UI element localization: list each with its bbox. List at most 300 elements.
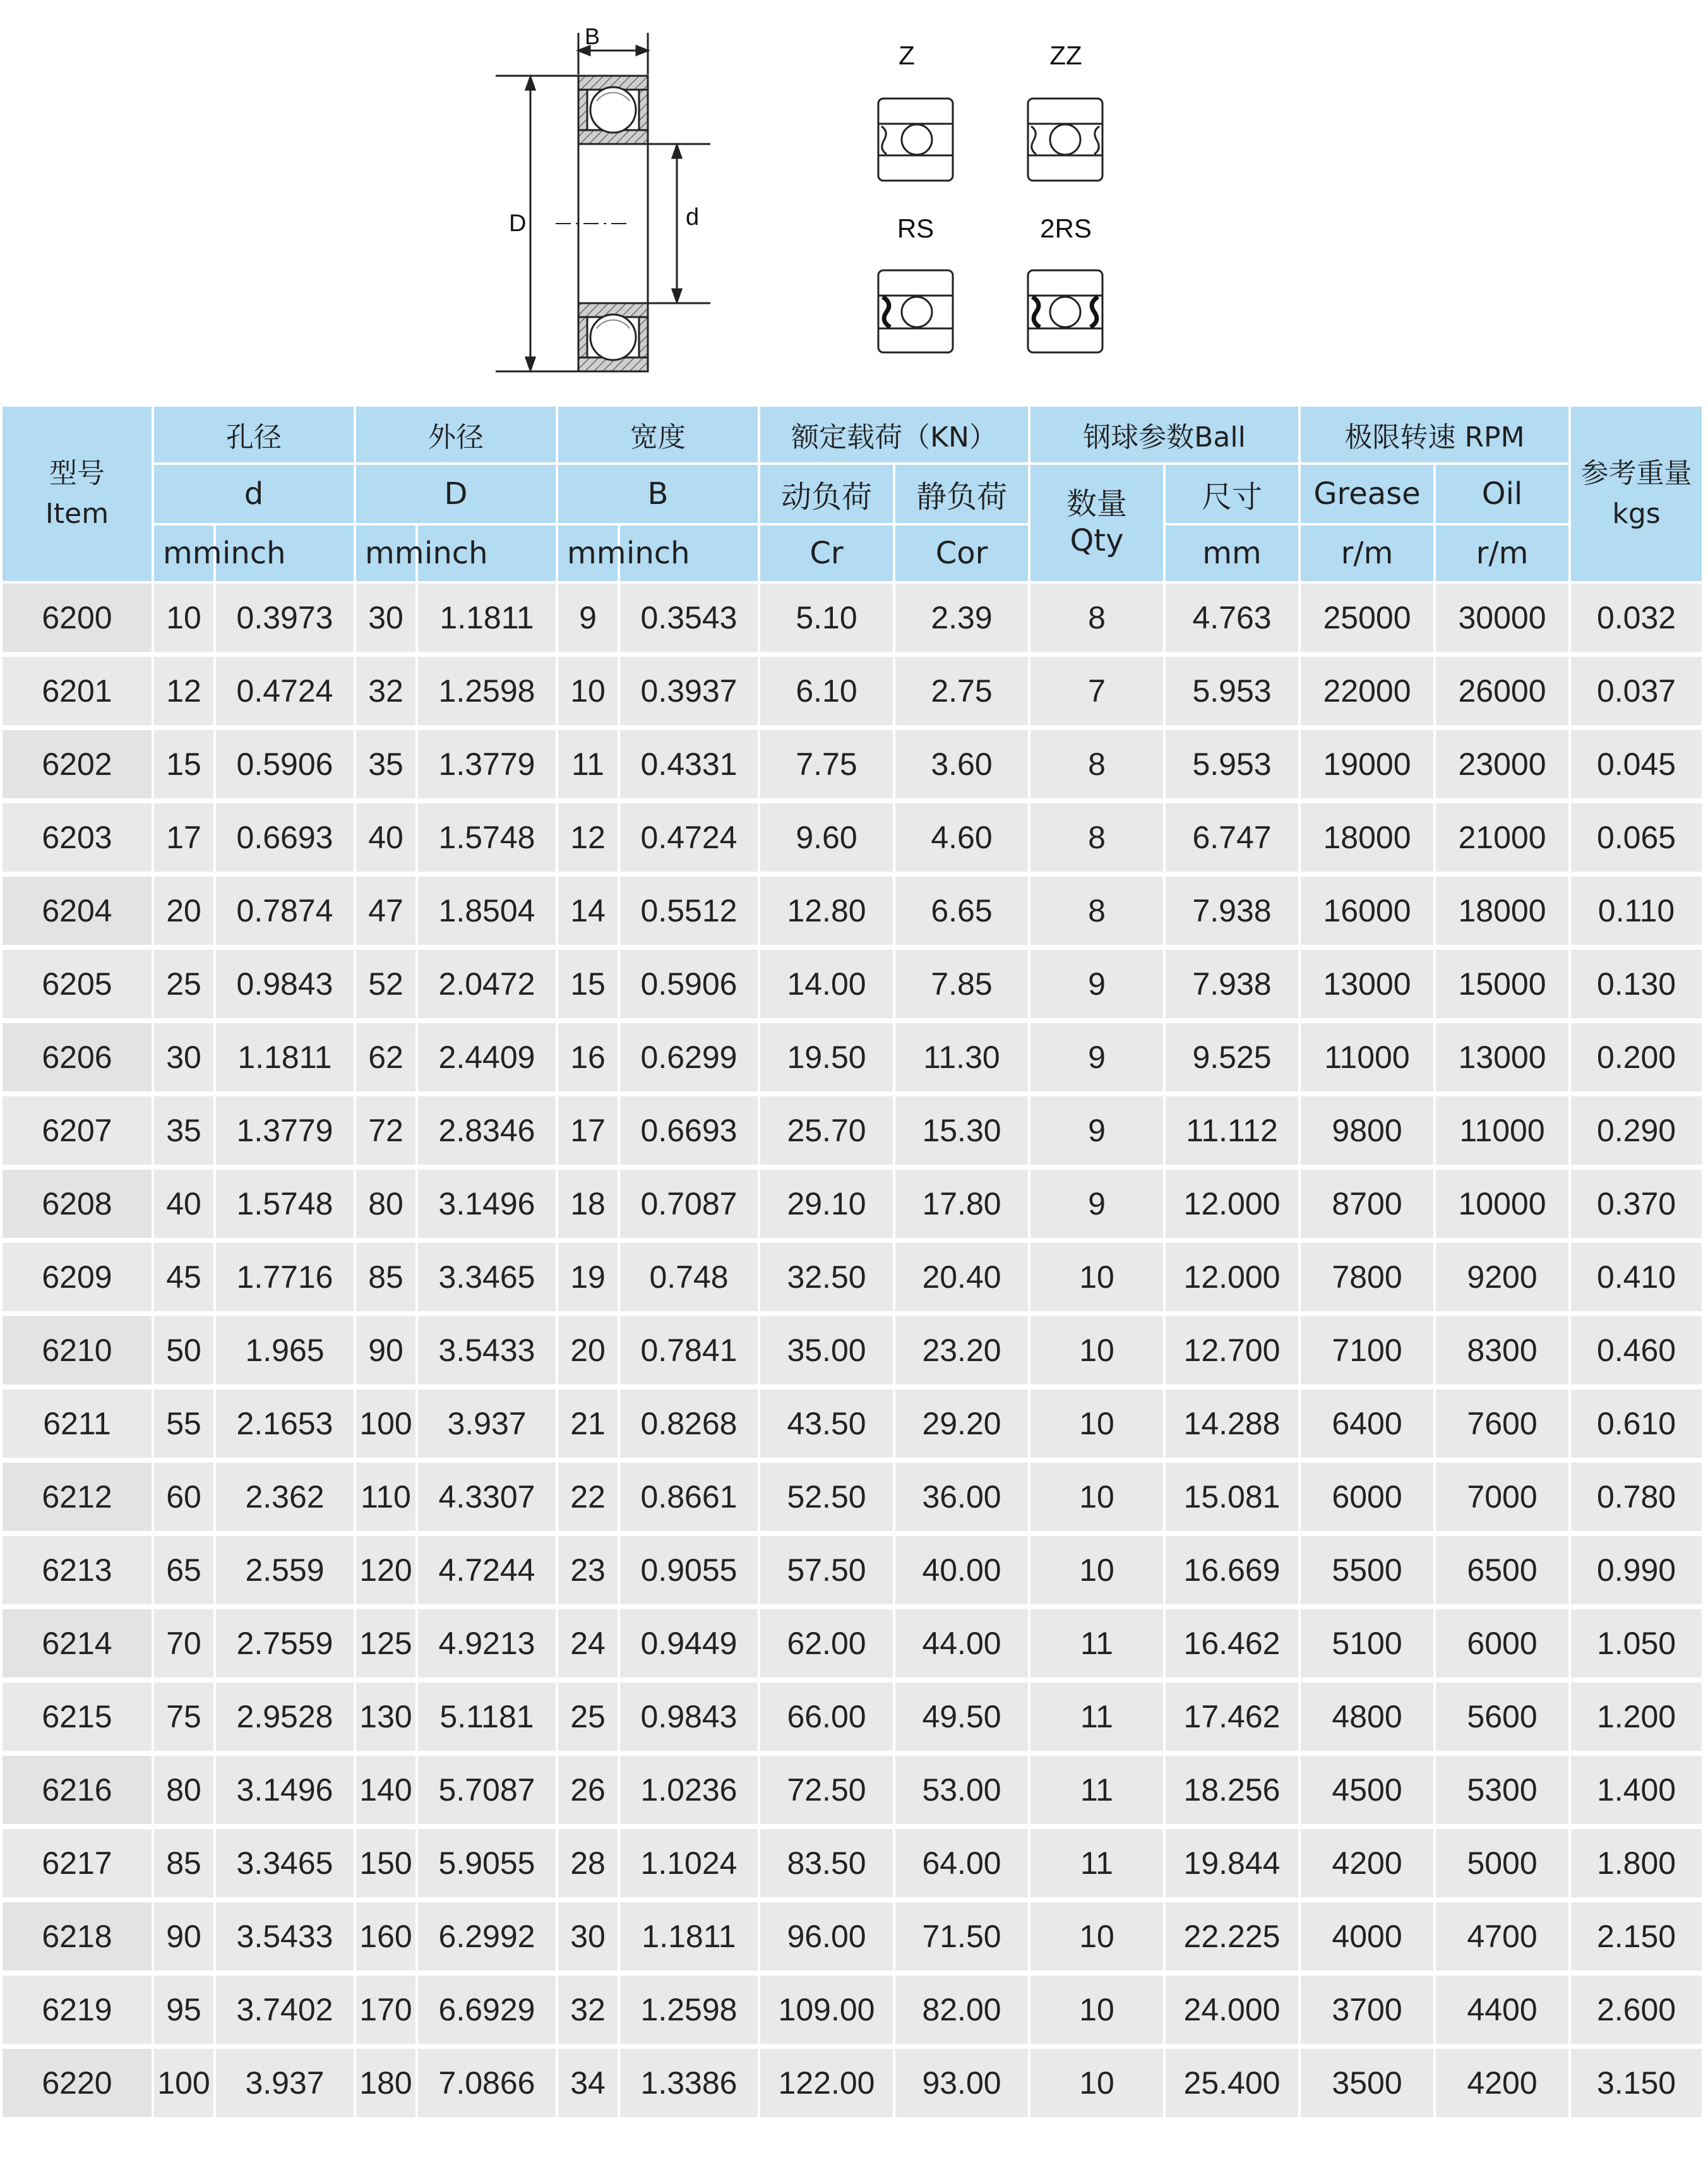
cell-ball-size: 22.225 xyxy=(1164,1900,1299,1973)
cell-od-mm: 150 xyxy=(355,1827,417,1900)
cell-static-load: 2.39 xyxy=(894,582,1029,654)
cell-width-mm: 21 xyxy=(557,1387,619,1460)
cell-dynamic-load: 35.00 xyxy=(759,1314,894,1387)
cell-item: 6219 xyxy=(1,1973,153,2046)
cell-grease-speed: 9800 xyxy=(1299,1094,1435,1167)
header-od-mm: mm xyxy=(355,524,417,582)
cell-item: 6211 xyxy=(1,1387,153,1460)
cell-oil-speed: 26000 xyxy=(1435,654,1570,728)
cell-dynamic-load: 32.50 xyxy=(759,1240,894,1314)
cell-width-inch: 0.6299 xyxy=(619,1021,759,1094)
cell-item: 6200 xyxy=(1,582,153,654)
cell-grease-speed: 19000 xyxy=(1299,728,1435,801)
seal-zz-icon xyxy=(1028,99,1102,181)
table-row xyxy=(1,1533,1703,1607)
cell-grease-speed: 5500 xyxy=(1299,1533,1435,1607)
table-row xyxy=(1,1387,1703,1460)
header-width-sym: B xyxy=(557,464,759,524)
table-row xyxy=(1,1240,1703,1314)
cell-grease-speed: 6000 xyxy=(1299,1460,1435,1533)
cell-weight: 0.200 xyxy=(1570,1021,1703,1094)
header-dynamic-sym: Cr xyxy=(759,524,894,582)
cell-od-inch: 5.7087 xyxy=(417,1753,557,1827)
cell-grease-speed: 16000 xyxy=(1299,874,1435,947)
cell-od-inch: 2.0472 xyxy=(417,947,557,1021)
cell-bore-mm: 45 xyxy=(153,1240,215,1314)
cell-bore-inch: 3.7402 xyxy=(215,1973,355,2046)
cell-od-mm: 90 xyxy=(355,1314,417,1387)
cell-ball-qty: 10 xyxy=(1029,1314,1164,1387)
cell-static-load: 93.00 xyxy=(894,2046,1029,2120)
header-bore-sym: d xyxy=(153,464,355,524)
cell-weight: 0.410 xyxy=(1570,1240,1703,1314)
cell-od-mm: 40 xyxy=(355,801,417,874)
cell-ball-size: 11.112 xyxy=(1164,1094,1299,1167)
cell-oil-speed: 11000 xyxy=(1435,1094,1570,1167)
cell-weight: 2.150 xyxy=(1570,1900,1703,1973)
cell-bore-inch: 0.5906 xyxy=(215,728,355,801)
cell-od-mm: 35 xyxy=(355,728,417,801)
cell-static-load: 17.80 xyxy=(894,1167,1029,1240)
table-body xyxy=(1,582,1703,2120)
header-od-inch: inch xyxy=(417,524,557,582)
cell-oil-speed: 18000 xyxy=(1435,874,1570,947)
cell-ball-qty: 9 xyxy=(1029,1021,1164,1094)
dim-bore-label: d xyxy=(686,204,700,231)
cell-ball-qty: 8 xyxy=(1029,801,1164,874)
cell-dynamic-load: 25.70 xyxy=(759,1094,894,1167)
header-oil: Oil xyxy=(1435,464,1570,524)
cell-od-inch: 7.0866 xyxy=(417,2046,557,2120)
cell-static-load: 82.00 xyxy=(894,1973,1029,2046)
cell-bore-mm: 75 xyxy=(153,1680,215,1753)
cell-ball-size: 16.462 xyxy=(1164,1607,1299,1680)
cell-ball-qty: 10 xyxy=(1029,1533,1164,1607)
cell-width-mm: 15 xyxy=(557,947,619,1021)
cell-od-inch: 4.9213 xyxy=(417,1607,557,1680)
cell-od-mm: 85 xyxy=(355,1240,417,1314)
cell-width-inch: 0.9055 xyxy=(619,1533,759,1607)
cell-oil-speed: 7000 xyxy=(1435,1460,1570,1533)
cell-oil-speed: 30000 xyxy=(1435,582,1570,654)
cell-static-load: 3.60 xyxy=(894,728,1029,801)
cell-bore-mm: 25 xyxy=(153,947,215,1021)
cell-dynamic-load: 66.00 xyxy=(759,1680,894,1753)
header-weight-unit: kgs xyxy=(1612,498,1661,530)
cell-bore-mm: 40 xyxy=(153,1167,215,1240)
cell-width-inch: 0.9843 xyxy=(619,1680,759,1753)
cell-grease-speed: 4200 xyxy=(1299,1827,1435,1900)
cell-width-mm: 10 xyxy=(557,654,619,728)
cell-bore-inch: 3.5433 xyxy=(215,1900,355,1973)
cell-weight: 0.990 xyxy=(1570,1533,1703,1607)
cell-bore-mm: 50 xyxy=(153,1314,215,1387)
cell-static-load: 40.00 xyxy=(894,1533,1029,1607)
cell-width-inch: 1.1811 xyxy=(619,1900,759,1973)
dim-b-label: B xyxy=(585,23,600,49)
cell-od-mm: 140 xyxy=(355,1753,417,1827)
cell-width-mm: 30 xyxy=(557,1900,619,1973)
cell-oil-speed: 15000 xyxy=(1435,947,1570,1021)
cell-od-mm: 80 xyxy=(355,1167,417,1240)
cell-ball-size: 7.938 xyxy=(1164,947,1299,1021)
cell-width-inch: 0.6693 xyxy=(619,1094,759,1167)
cell-od-mm: 125 xyxy=(355,1607,417,1680)
header-width-mm: mm xyxy=(557,524,619,582)
cell-width-inch: 0.7087 xyxy=(619,1167,759,1240)
cell-grease-speed: 18000 xyxy=(1299,801,1435,874)
header-static-sym: Cor xyxy=(894,524,1029,582)
cell-item: 6216 xyxy=(1,1753,153,1827)
header-width-inch: inch xyxy=(619,524,759,582)
cell-static-load: 4.60 xyxy=(894,801,1029,874)
cell-bore-mm: 35 xyxy=(153,1094,215,1167)
cell-ball-size: 16.669 xyxy=(1164,1533,1299,1607)
cell-ball-size: 12.000 xyxy=(1164,1240,1299,1314)
header-qty-cn: 数量 xyxy=(1066,486,1127,522)
cell-ball-qty: 8 xyxy=(1029,582,1164,654)
cell-bore-mm: 20 xyxy=(153,874,215,947)
cell-ball-size: 12.000 xyxy=(1164,1167,1299,1240)
cell-grease-speed: 7800 xyxy=(1299,1240,1435,1314)
cell-width-mm: 32 xyxy=(557,1973,619,2046)
cell-od-mm: 110 xyxy=(355,1460,417,1533)
table-header xyxy=(1,405,1703,582)
cell-bore-mm: 15 xyxy=(153,728,215,801)
seal-label-rs: RS xyxy=(897,213,935,243)
cell-dynamic-load: 14.00 xyxy=(759,947,894,1021)
table-row xyxy=(1,874,1703,947)
cell-static-load: 71.50 xyxy=(894,1900,1029,1973)
cell-dynamic-load: 29.10 xyxy=(759,1167,894,1240)
cell-dynamic-load: 12.80 xyxy=(759,874,894,947)
cell-static-load: 64.00 xyxy=(894,1827,1029,1900)
cell-weight: 0.290 xyxy=(1570,1094,1703,1167)
cell-oil-speed: 6000 xyxy=(1435,1607,1570,1680)
header-od-cn: 外径 xyxy=(355,405,557,464)
header-dynamic-cn: 动负荷 xyxy=(759,464,894,524)
cell-ball-size: 9.525 xyxy=(1164,1021,1299,1094)
cell-ball-size: 7.938 xyxy=(1164,874,1299,947)
cell-bore-mm: 95 xyxy=(153,1973,215,2046)
cell-dynamic-load: 19.50 xyxy=(759,1021,894,1094)
header-size-cn: 尺寸 xyxy=(1164,464,1299,524)
cell-ball-size: 14.288 xyxy=(1164,1387,1299,1460)
cell-bore-inch: 2.7559 xyxy=(215,1607,355,1680)
cell-ball-qty: 7 xyxy=(1029,654,1164,728)
header-bore-inch: inch xyxy=(215,524,355,582)
header-grease-unit: r/m xyxy=(1299,524,1435,582)
cell-weight: 0.780 xyxy=(1570,1460,1703,1533)
cell-bore-inch: 1.7716 xyxy=(215,1240,355,1314)
cell-dynamic-load: 9.60 xyxy=(759,801,894,874)
cell-ball-size: 5.953 xyxy=(1164,728,1299,801)
cell-bore-mm: 12 xyxy=(153,654,215,728)
cell-item: 6201 xyxy=(1,654,153,728)
table-row xyxy=(1,1460,1703,1533)
cell-oil-speed: 5300 xyxy=(1435,1753,1570,1827)
cell-width-mm: 11 xyxy=(557,728,619,801)
header-load-title: 额定载荷（KN） xyxy=(759,405,1029,464)
cell-bore-inch: 1.965 xyxy=(215,1314,355,1387)
seal-rs-icon xyxy=(878,270,953,352)
bearing-spec-table xyxy=(0,404,1704,2122)
cell-ball-size: 12.700 xyxy=(1164,1314,1299,1387)
cell-bore-inch: 2.9528 xyxy=(215,1680,355,1753)
cell-bore-mm: 17 xyxy=(153,801,215,874)
cell-static-load: 20.40 xyxy=(894,1240,1029,1314)
cell-static-load: 23.20 xyxy=(894,1314,1029,1387)
table-row xyxy=(1,1753,1703,1827)
cell-ball-qty: 10 xyxy=(1029,1460,1164,1533)
cell-bore-inch: 0.4724 xyxy=(215,654,355,728)
cell-weight: 0.037 xyxy=(1570,654,1703,728)
cell-bore-inch: 1.3779 xyxy=(215,1094,355,1167)
header-weight xyxy=(1570,405,1703,582)
header-item-cn: 型号 xyxy=(49,457,105,490)
cell-weight: 1.050 xyxy=(1570,1607,1703,1680)
cell-bore-mm: 90 xyxy=(153,1900,215,1973)
cell-ball-size: 18.256 xyxy=(1164,1753,1299,1827)
cell-grease-speed: 11000 xyxy=(1299,1021,1435,1094)
cell-item: 6203 xyxy=(1,801,153,874)
cell-bore-inch: 0.9843 xyxy=(215,947,355,1021)
cell-od-mm: 32 xyxy=(355,654,417,728)
cell-grease-speed: 22000 xyxy=(1299,654,1435,728)
cell-ball-qty: 8 xyxy=(1029,728,1164,801)
cell-dynamic-load: 109.00 xyxy=(759,1973,894,2046)
table-row xyxy=(1,728,1703,801)
cell-bore-mm: 70 xyxy=(153,1607,215,1680)
cell-grease-speed: 5100 xyxy=(1299,1607,1435,1680)
cell-od-inch: 1.2598 xyxy=(417,654,557,728)
cell-oil-speed: 5000 xyxy=(1435,1827,1570,1900)
cell-static-load: 6.65 xyxy=(894,874,1029,947)
cell-oil-speed: 6500 xyxy=(1435,1533,1570,1607)
cell-od-inch: 6.2992 xyxy=(417,1900,557,1973)
cell-weight: 0.610 xyxy=(1570,1387,1703,1460)
cell-od-mm: 160 xyxy=(355,1900,417,1973)
cell-od-mm: 30 xyxy=(355,582,417,654)
cell-od-mm: 120 xyxy=(355,1533,417,1607)
cell-dynamic-load: 57.50 xyxy=(759,1533,894,1607)
cell-item: 6217 xyxy=(1,1827,153,1900)
cell-ball-qty: 9 xyxy=(1029,947,1164,1021)
cell-grease-speed: 6400 xyxy=(1299,1387,1435,1460)
cell-item: 6202 xyxy=(1,728,153,801)
cell-item: 6204 xyxy=(1,874,153,947)
cell-weight: 0.110 xyxy=(1570,874,1703,947)
table-row xyxy=(1,1167,1703,1240)
cell-ball-size: 17.462 xyxy=(1164,1680,1299,1753)
cell-width-inch: 0.8661 xyxy=(619,1460,759,1533)
cell-grease-speed: 3700 xyxy=(1299,1973,1435,2046)
cell-grease-speed: 8700 xyxy=(1299,1167,1435,1240)
cell-ball-size: 6.747 xyxy=(1164,801,1299,874)
cell-dynamic-load: 7.75 xyxy=(759,728,894,801)
cell-oil-speed: 9200 xyxy=(1435,1240,1570,1314)
cell-weight: 1.400 xyxy=(1570,1753,1703,1827)
seal-label-2rs: 2RS xyxy=(1040,213,1092,243)
cell-item: 6212 xyxy=(1,1460,153,1533)
seal-type-icons xyxy=(878,40,1102,352)
header-qty xyxy=(1029,464,1164,582)
cell-ball-qty: 10 xyxy=(1029,1973,1164,2046)
cell-dynamic-load: 62.00 xyxy=(759,1607,894,1680)
cell-item: 6207 xyxy=(1,1094,153,1167)
cell-width-inch: 0.7841 xyxy=(619,1314,759,1387)
header-grease: Grease xyxy=(1299,464,1435,524)
cell-ball-qty: 10 xyxy=(1029,2046,1164,2120)
header-item-en: Item xyxy=(45,498,109,530)
cell-bore-inch: 2.559 xyxy=(215,1533,355,1607)
cell-grease-speed: 4500 xyxy=(1299,1753,1435,1827)
cell-width-inch: 0.8268 xyxy=(619,1387,759,1460)
table-row xyxy=(1,654,1703,728)
cell-static-load: 49.50 xyxy=(894,1680,1029,1753)
cell-dynamic-load: 52.50 xyxy=(759,1460,894,1533)
header-bore-cn: 孔径 xyxy=(153,405,355,464)
cell-od-inch: 3.1496 xyxy=(417,1167,557,1240)
header-static-cn: 静负荷 xyxy=(894,464,1029,524)
cell-bore-inch: 3.3465 xyxy=(215,1827,355,1900)
cell-width-inch: 0.3937 xyxy=(619,654,759,728)
cell-dynamic-load: 72.50 xyxy=(759,1753,894,1827)
header-od-sym: D xyxy=(355,464,557,524)
cell-od-inch: 3.937 xyxy=(417,1387,557,1460)
cell-oil-speed: 4200 xyxy=(1435,2046,1570,2120)
cell-od-inch: 4.7244 xyxy=(417,1533,557,1607)
cell-weight: 0.370 xyxy=(1570,1167,1703,1240)
table-row xyxy=(1,582,1703,654)
seal-2rs-icon xyxy=(1028,270,1102,352)
cell-item: 6215 xyxy=(1,1680,153,1753)
cell-item: 6209 xyxy=(1,1240,153,1314)
cell-width-inch: 0.9449 xyxy=(619,1607,759,1680)
cell-od-inch: 2.4409 xyxy=(417,1021,557,1094)
cell-width-inch: 1.2598 xyxy=(619,1973,759,2046)
cell-oil-speed: 4400 xyxy=(1435,1973,1570,2046)
cell-od-mm: 52 xyxy=(355,947,417,1021)
cell-width-mm: 24 xyxy=(557,1607,619,1680)
table-row xyxy=(1,1680,1703,1753)
cell-grease-speed: 13000 xyxy=(1299,947,1435,1021)
dim-od-label: D xyxy=(509,210,527,237)
cell-oil-speed: 21000 xyxy=(1435,801,1570,874)
cell-oil-speed: 13000 xyxy=(1435,1021,1570,1094)
cell-oil-speed: 7600 xyxy=(1435,1387,1570,1460)
cell-bore-inch: 0.3973 xyxy=(215,582,355,654)
header-qty-en: Qty xyxy=(1070,523,1124,558)
table-row xyxy=(1,1900,1703,1973)
cell-width-mm: 12 xyxy=(557,801,619,874)
cell-od-mm: 62 xyxy=(355,1021,417,1094)
cell-oil-speed: 4700 xyxy=(1435,1900,1570,1973)
table-row xyxy=(1,1314,1703,1387)
cell-static-load: 7.85 xyxy=(894,947,1029,1021)
cell-width-inch: 1.1024 xyxy=(619,1827,759,1900)
cell-bore-inch: 2.362 xyxy=(215,1460,355,1533)
cell-bore-inch: 0.6693 xyxy=(215,801,355,874)
cell-item: 6206 xyxy=(1,1021,153,1094)
cell-width-mm: 19 xyxy=(557,1240,619,1314)
cell-od-inch: 4.3307 xyxy=(417,1460,557,1533)
cell-dynamic-load: 83.50 xyxy=(759,1827,894,1900)
cell-width-mm: 34 xyxy=(557,2046,619,2120)
table-row xyxy=(1,1021,1703,1094)
cell-dynamic-load: 6.10 xyxy=(759,654,894,728)
cell-static-load: 44.00 xyxy=(894,1607,1029,1680)
cell-bore-mm: 65 xyxy=(153,1533,215,1607)
table-row xyxy=(1,1827,1703,1900)
cell-dynamic-load: 43.50 xyxy=(759,1387,894,1460)
cell-oil-speed: 8300 xyxy=(1435,1314,1570,1387)
cell-od-inch: 5.9055 xyxy=(417,1827,557,1900)
cell-dynamic-load: 122.00 xyxy=(759,2046,894,2120)
cell-oil-speed: 10000 xyxy=(1435,1167,1570,1240)
cell-oil-speed: 23000 xyxy=(1435,728,1570,801)
cell-width-mm: 23 xyxy=(557,1533,619,1607)
cell-weight: 1.800 xyxy=(1570,1827,1703,1900)
cell-width-inch: 0.4724 xyxy=(619,801,759,874)
cell-od-inch: 1.5748 xyxy=(417,801,557,874)
cell-dynamic-load: 5.10 xyxy=(759,582,894,654)
cell-width-mm: 25 xyxy=(557,1680,619,1753)
table-row xyxy=(1,947,1703,1021)
cell-ball-qty: 11 xyxy=(1029,1680,1164,1753)
cell-static-load: 53.00 xyxy=(894,1753,1029,1827)
cell-od-inch: 2.8346 xyxy=(417,1094,557,1167)
cell-static-load: 29.20 xyxy=(894,1387,1029,1460)
header-ball-title: 钢球参数Ball xyxy=(1029,405,1299,464)
cell-item: 6208 xyxy=(1,1167,153,1240)
cell-weight: 0.032 xyxy=(1570,582,1703,654)
cell-dynamic-load: 96.00 xyxy=(759,1900,894,1973)
cell-item: 6214 xyxy=(1,1607,153,1680)
cell-ball-size: 4.763 xyxy=(1164,582,1299,654)
cell-bore-inch: 3.1496 xyxy=(215,1753,355,1827)
cell-item: 6213 xyxy=(1,1533,153,1607)
cell-od-inch: 1.8504 xyxy=(417,874,557,947)
cell-bore-mm: 30 xyxy=(153,1021,215,1094)
cell-weight: 0.130 xyxy=(1570,947,1703,1021)
cell-bore-mm: 100 xyxy=(153,2046,215,2120)
cell-width-inch: 0.5512 xyxy=(619,874,759,947)
cell-width-inch: 0.748 xyxy=(619,1240,759,1314)
cell-width-mm: 14 xyxy=(557,874,619,947)
cell-item: 6218 xyxy=(1,1900,153,1973)
cell-bore-inch: 0.7874 xyxy=(215,874,355,947)
cell-width-mm: 18 xyxy=(557,1167,619,1240)
cell-weight: 2.600 xyxy=(1570,1973,1703,2046)
cell-width-mm: 16 xyxy=(557,1021,619,1094)
header-weight-cn: 参考重量 xyxy=(1580,457,1692,490)
table-row xyxy=(1,1607,1703,1680)
cell-weight: 0.045 xyxy=(1570,728,1703,801)
cell-width-inch: 0.4331 xyxy=(619,728,759,801)
cell-ball-size: 15.081 xyxy=(1164,1460,1299,1533)
cell-oil-speed: 5600 xyxy=(1435,1680,1570,1753)
cell-od-mm: 47 xyxy=(355,874,417,947)
cell-weight: 0.460 xyxy=(1570,1314,1703,1387)
cell-static-load: 11.30 xyxy=(894,1021,1029,1094)
cell-bore-mm: 60 xyxy=(153,1460,215,1533)
cell-width-inch: 0.3543 xyxy=(619,582,759,654)
table-row xyxy=(1,801,1703,874)
table-row xyxy=(1,1094,1703,1167)
cell-static-load: 36.00 xyxy=(894,1460,1029,1533)
cell-ball-qty: 10 xyxy=(1029,1240,1164,1314)
